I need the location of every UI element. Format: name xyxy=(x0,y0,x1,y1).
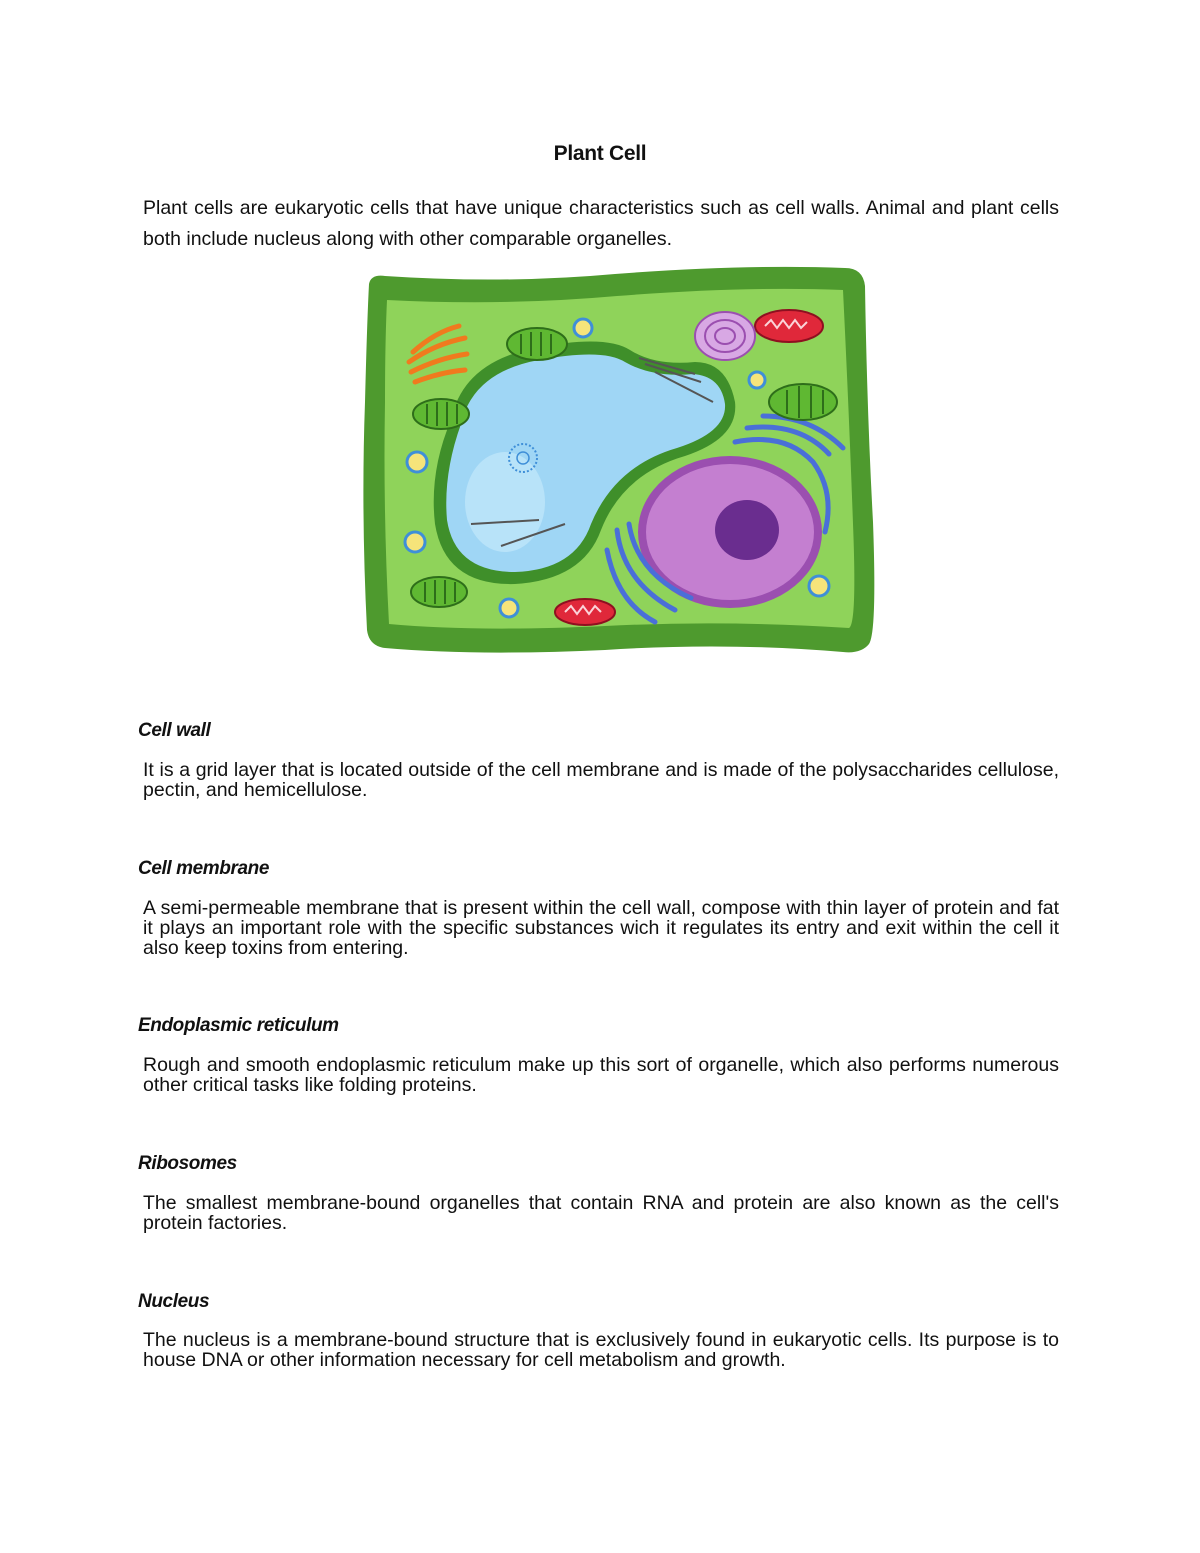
section-text-endoplasmic-reticulum: Rough and smooth endoplasmic reticulum make up this sort of organelle, which also performs numerous other critical tasks like folding proteins. xyxy=(143,1054,1059,1096)
page-title: Plant Cell xyxy=(553,142,647,165)
section-heading-ribosomes: Ribosomes xyxy=(138,1153,237,1174)
vacuole-highlight xyxy=(465,452,545,552)
section-heading-cell-wall: Cell wall xyxy=(138,720,211,741)
section-heading-nucleus: Nucleus xyxy=(138,1291,210,1312)
section-text-cell-wall: It is a grid layer that is located outside of the cell membrane and is made of the polysaccharides cellulose, pectin, and hemicellulose. xyxy=(143,759,1059,801)
section-heading-cell-membrane: Cell membrane xyxy=(138,858,270,879)
section-text-cell-membrane: A semi-permeable membrane that is present within the cell wall, compose with thin layer of protein and fat it plays an important role with the specific substances wich it regulates its entry and exit within the cell it also keep toxins from entering. xyxy=(143,897,1059,959)
section-text-ribosomes: The smallest membrane-bound organelles that contain RNA and protein are also known as the cell's protein factories. xyxy=(143,1192,1059,1234)
section-heading-endoplasmic-reticulum: Endoplasmic reticulum xyxy=(138,1015,339,1036)
spiral-organelle-shape xyxy=(695,312,755,360)
nucleolus-shape xyxy=(715,500,779,560)
plant-cell-illustration xyxy=(355,262,885,662)
intro-paragraph: Plant cells are eukaryotic cells that have unique characteristics such as cell walls. Animal and plant cells both include nucleus along with other comparable organelles. xyxy=(143,197,1059,250)
section-text-nucleus: The nucleus is a membrane-bound structure that is exclusively found in eukaryotic cells. Its purpose is to house DNA or other information necessary for cell metabolism and growth. xyxy=(143,1329,1059,1371)
